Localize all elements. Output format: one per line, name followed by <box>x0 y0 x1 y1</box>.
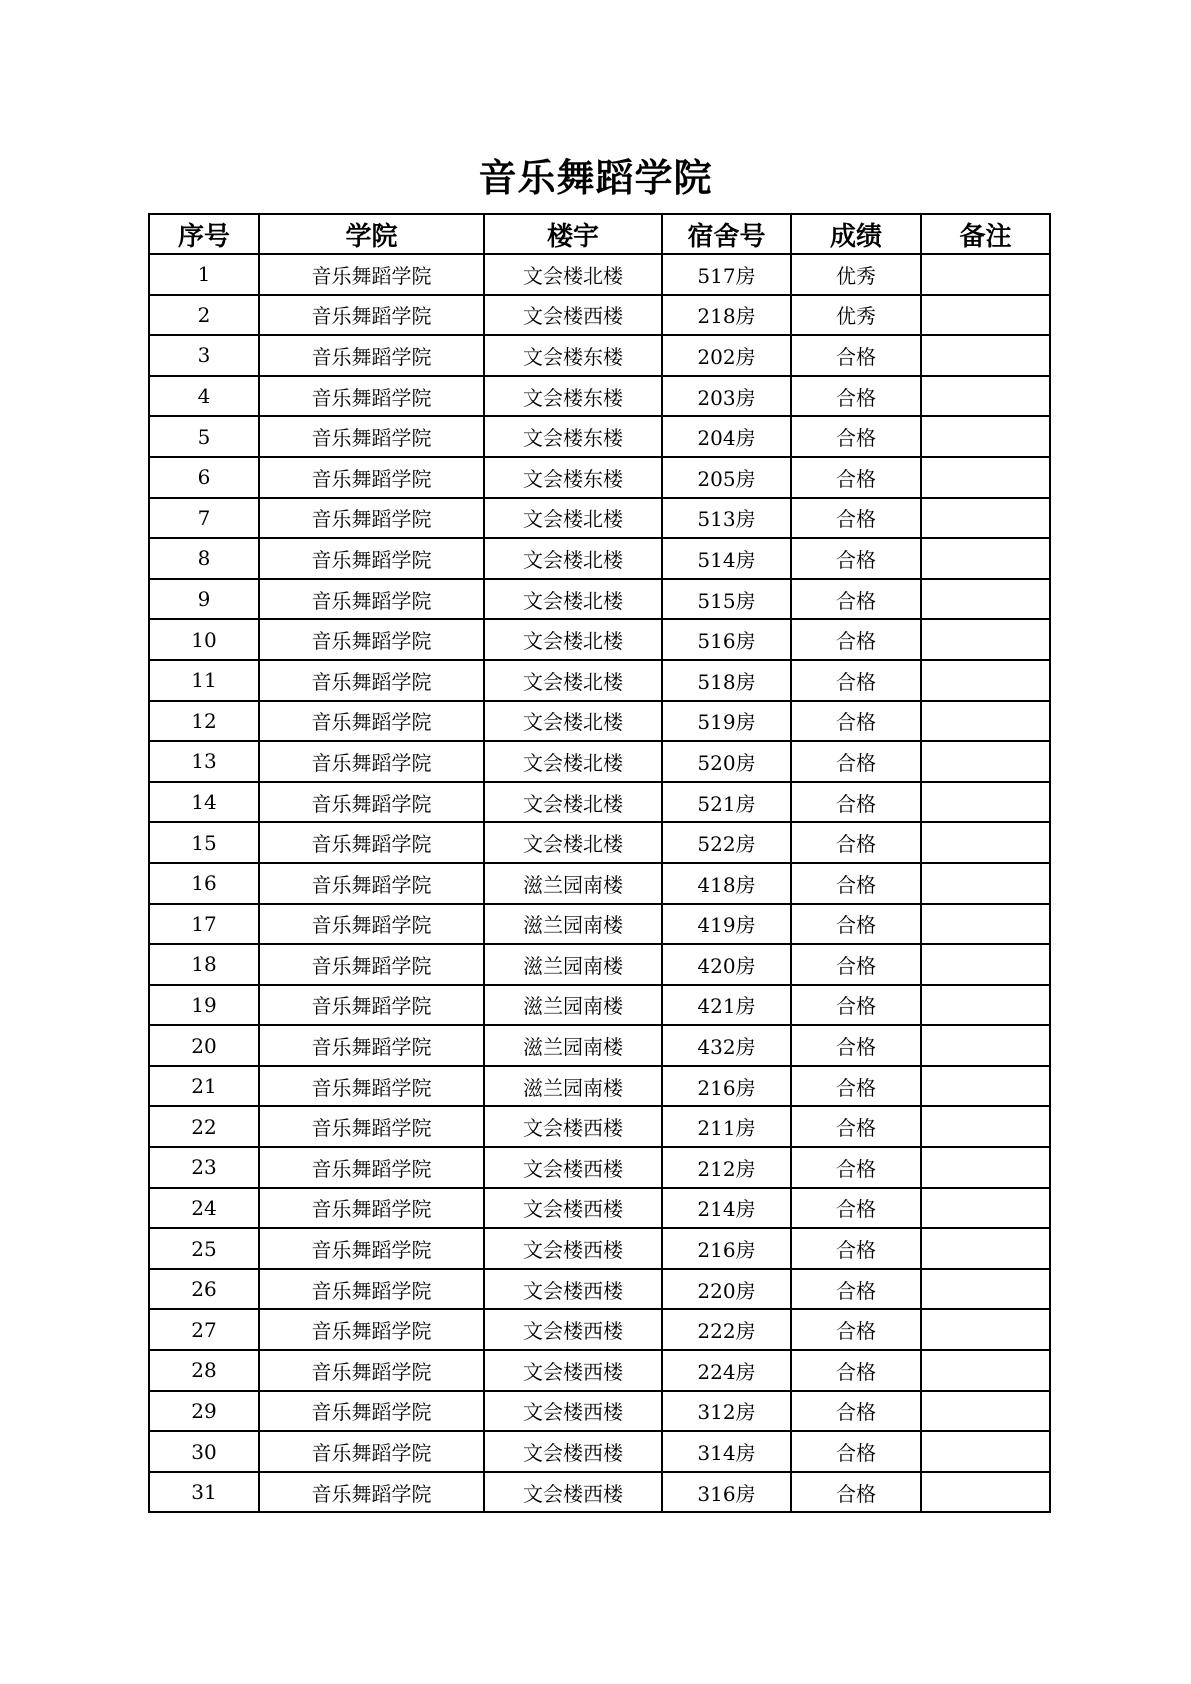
cell-seq: 26 <box>149 1269 259 1310</box>
cell-building: 文会楼东楼 <box>484 335 662 376</box>
cell-building: 文会楼东楼 <box>484 376 662 417</box>
cell-grade: 合格 <box>791 1025 921 1066</box>
cell-grade: 合格 <box>791 579 921 620</box>
column-header-college: 学院 <box>259 214 484 254</box>
cell-college: 音乐舞蹈学院 <box>259 1147 484 1188</box>
cell-remark <box>921 1228 1050 1269</box>
cell-room: 518房 <box>662 660 791 701</box>
header-row <box>149 214 1050 254</box>
cell-grade: 合格 <box>791 944 921 985</box>
cell-grade: 合格 <box>791 1066 921 1107</box>
cell-college: 音乐舞蹈学院 <box>259 498 484 539</box>
cell-building: 文会楼西楼 <box>484 1147 662 1188</box>
cell-college: 音乐舞蹈学院 <box>259 1188 484 1229</box>
cell-college: 音乐舞蹈学院 <box>259 782 484 823</box>
cell-building: 文会楼北楼 <box>484 254 662 295</box>
cell-building: 文会楼北楼 <box>484 498 662 539</box>
cell-remark <box>921 1269 1050 1310</box>
cell-grade: 合格 <box>791 1269 921 1310</box>
cell-college: 音乐舞蹈学院 <box>259 863 484 904</box>
cell-seq: 19 <box>149 985 259 1026</box>
cell-seq: 20 <box>149 1025 259 1066</box>
cell-building: 文会楼东楼 <box>484 457 662 498</box>
cell-building: 滋兰园南楼 <box>484 1066 662 1107</box>
cell-remark <box>921 1431 1050 1472</box>
cell-remark <box>921 335 1050 376</box>
cell-seq: 22 <box>149 1106 259 1147</box>
cell-college: 音乐舞蹈学院 <box>259 1106 484 1147</box>
table-row <box>149 254 1050 295</box>
cell-seq: 1 <box>149 254 259 295</box>
table-row <box>149 904 1050 945</box>
cell-remark <box>921 1472 1050 1513</box>
cell-grade: 合格 <box>791 822 921 863</box>
table-row <box>149 1391 1050 1432</box>
cell-college: 音乐舞蹈学院 <box>259 538 484 579</box>
cell-building: 文会楼西楼 <box>484 1472 662 1513</box>
cell-building: 文会楼北楼 <box>484 782 662 823</box>
cell-room: 421房 <box>662 985 791 1026</box>
cell-room: 214房 <box>662 1188 791 1229</box>
table-row <box>149 1066 1050 1107</box>
cell-room: 204房 <box>662 416 791 457</box>
cell-remark <box>921 1391 1050 1432</box>
cell-seq: 13 <box>149 741 259 782</box>
cell-college: 音乐舞蹈学院 <box>259 1025 484 1066</box>
cell-grade: 合格 <box>791 498 921 539</box>
cell-seq: 29 <box>149 1391 259 1432</box>
cell-grade: 合格 <box>791 1350 921 1391</box>
table-row <box>149 944 1050 985</box>
cell-seq: 31 <box>149 1472 259 1513</box>
cell-remark <box>921 579 1050 620</box>
cell-grade: 合格 <box>791 863 921 904</box>
cell-seq: 10 <box>149 619 259 660</box>
cell-grade: 合格 <box>791 741 921 782</box>
cell-remark <box>921 985 1050 1026</box>
table-row <box>149 1147 1050 1188</box>
table-row <box>149 1106 1050 1147</box>
cell-remark <box>921 660 1050 701</box>
cell-remark <box>921 822 1050 863</box>
cell-remark <box>921 619 1050 660</box>
cell-building: 文会楼西楼 <box>484 1188 662 1229</box>
cell-room: 211房 <box>662 1106 791 1147</box>
cell-remark <box>921 457 1050 498</box>
cell-seq: 28 <box>149 1350 259 1391</box>
cell-room: 212房 <box>662 1147 791 1188</box>
column-header-remark: 备注 <box>921 214 1050 254</box>
cell-remark <box>921 295 1050 336</box>
table-row <box>149 1188 1050 1229</box>
cell-building: 文会楼西楼 <box>484 1309 662 1350</box>
cell-remark <box>921 944 1050 985</box>
cell-room: 513房 <box>662 498 791 539</box>
cell-college: 音乐舞蹈学院 <box>259 295 484 336</box>
cell-grade: 合格 <box>791 416 921 457</box>
cell-college: 音乐舞蹈学院 <box>259 254 484 295</box>
cell-room: 519房 <box>662 701 791 742</box>
cell-building: 文会楼北楼 <box>484 660 662 701</box>
cell-college: 音乐舞蹈学院 <box>259 1472 484 1513</box>
cell-room: 419房 <box>662 904 791 945</box>
cell-building: 文会楼东楼 <box>484 416 662 457</box>
cell-remark <box>921 1188 1050 1229</box>
cell-room: 218房 <box>662 295 791 336</box>
cell-room: 314房 <box>662 1431 791 1472</box>
cell-seq: 16 <box>149 863 259 904</box>
cell-building: 文会楼北楼 <box>484 538 662 579</box>
cell-building: 文会楼北楼 <box>484 701 662 742</box>
cell-college: 音乐舞蹈学院 <box>259 741 484 782</box>
cell-college: 音乐舞蹈学院 <box>259 1228 484 1269</box>
cell-room: 312房 <box>662 1391 791 1432</box>
cell-seq: 4 <box>149 376 259 417</box>
cell-remark <box>921 741 1050 782</box>
cell-seq: 14 <box>149 782 259 823</box>
cell-grade: 合格 <box>791 1472 921 1513</box>
cell-college: 音乐舞蹈学院 <box>259 1309 484 1350</box>
table-row <box>149 701 1050 742</box>
table-row <box>149 619 1050 660</box>
cell-room: 517房 <box>662 254 791 295</box>
table-row <box>149 457 1050 498</box>
cell-room: 516房 <box>662 619 791 660</box>
cell-remark <box>921 1147 1050 1188</box>
cell-seq: 30 <box>149 1431 259 1472</box>
cell-college: 音乐舞蹈学院 <box>259 1391 484 1432</box>
cell-room: 220房 <box>662 1269 791 1310</box>
cell-seq: 25 <box>149 1228 259 1269</box>
cell-grade: 合格 <box>791 538 921 579</box>
cell-room: 432房 <box>662 1025 791 1066</box>
cell-building: 滋兰园南楼 <box>484 985 662 1026</box>
cell-college: 音乐舞蹈学院 <box>259 1066 484 1107</box>
cell-remark <box>921 416 1050 457</box>
cell-grade: 合格 <box>791 1147 921 1188</box>
cell-college: 音乐舞蹈学院 <box>259 619 484 660</box>
cell-room: 202房 <box>662 335 791 376</box>
column-header-seq: 序号 <box>149 214 259 254</box>
cell-building: 文会楼西楼 <box>484 1228 662 1269</box>
cell-room: 515房 <box>662 579 791 620</box>
cell-seq: 12 <box>149 701 259 742</box>
table-row <box>149 538 1050 579</box>
cell-room: 216房 <box>662 1228 791 1269</box>
table-row <box>149 376 1050 417</box>
cell-remark <box>921 701 1050 742</box>
table-row <box>149 985 1050 1026</box>
cell-building: 滋兰园南楼 <box>484 863 662 904</box>
table-row <box>149 498 1050 539</box>
cell-college: 音乐舞蹈学院 <box>259 1269 484 1310</box>
cell-building: 文会楼北楼 <box>484 619 662 660</box>
cell-college: 音乐舞蹈学院 <box>259 1350 484 1391</box>
table-row <box>149 1309 1050 1350</box>
cell-grade: 合格 <box>791 1309 921 1350</box>
cell-seq: 8 <box>149 538 259 579</box>
cell-remark <box>921 1350 1050 1391</box>
cell-remark <box>921 1025 1050 1066</box>
table-row <box>149 579 1050 620</box>
cell-remark <box>921 1309 1050 1350</box>
cell-college: 音乐舞蹈学院 <box>259 944 484 985</box>
column-header-building: 楼宇 <box>484 214 662 254</box>
cell-grade: 优秀 <box>791 254 921 295</box>
table-row <box>149 1269 1050 1310</box>
cell-building: 文会楼北楼 <box>484 822 662 863</box>
table-row <box>149 822 1050 863</box>
cell-seq: 5 <box>149 416 259 457</box>
cell-remark <box>921 376 1050 417</box>
table-row <box>149 1350 1050 1391</box>
cell-seq: 15 <box>149 822 259 863</box>
cell-building: 文会楼北楼 <box>484 741 662 782</box>
cell-remark <box>921 782 1050 823</box>
cell-room: 222房 <box>662 1309 791 1350</box>
cell-remark <box>921 254 1050 295</box>
cell-building: 文会楼西楼 <box>484 1431 662 1472</box>
cell-room: 203房 <box>662 376 791 417</box>
cell-seq: 17 <box>149 904 259 945</box>
cell-seq: 27 <box>149 1309 259 1350</box>
cell-grade: 合格 <box>791 1431 921 1472</box>
table-row <box>149 1228 1050 1269</box>
cell-building: 滋兰园南楼 <box>484 904 662 945</box>
cell-seq: 9 <box>149 579 259 620</box>
cell-college: 音乐舞蹈学院 <box>259 416 484 457</box>
cell-seq: 7 <box>149 498 259 539</box>
cell-room: 216房 <box>662 1066 791 1107</box>
cell-college: 音乐舞蹈学院 <box>259 457 484 498</box>
column-header-room: 宿舍号 <box>662 214 791 254</box>
cell-grade: 合格 <box>791 376 921 417</box>
cell-remark <box>921 1106 1050 1147</box>
cell-seq: 6 <box>149 457 259 498</box>
cell-grade: 合格 <box>791 335 921 376</box>
cell-seq: 24 <box>149 1188 259 1229</box>
cell-room: 514房 <box>662 538 791 579</box>
table-row <box>149 1431 1050 1472</box>
cell-seq: 23 <box>149 1147 259 1188</box>
table-row <box>149 1472 1050 1513</box>
cell-grade: 合格 <box>791 782 921 823</box>
cell-grade: 合格 <box>791 457 921 498</box>
cell-building: 滋兰园南楼 <box>484 944 662 985</box>
table-row <box>149 863 1050 904</box>
cell-college: 音乐舞蹈学院 <box>259 701 484 742</box>
cell-grade: 合格 <box>791 1106 921 1147</box>
table-row <box>149 335 1050 376</box>
cell-room: 418房 <box>662 863 791 904</box>
cell-grade: 合格 <box>791 1228 921 1269</box>
table-row <box>149 295 1050 336</box>
column-header-grade: 成绩 <box>791 214 921 254</box>
cell-building: 文会楼西楼 <box>484 1350 662 1391</box>
cell-seq: 18 <box>149 944 259 985</box>
cell-room: 316房 <box>662 1472 791 1513</box>
cell-room: 224房 <box>662 1350 791 1391</box>
page-title: 音乐舞蹈学院 <box>478 156 713 200</box>
cell-grade: 合格 <box>791 985 921 1026</box>
cell-remark <box>921 498 1050 539</box>
cell-seq: 2 <box>149 295 259 336</box>
cell-grade: 合格 <box>791 701 921 742</box>
cell-college: 音乐舞蹈学院 <box>259 904 484 945</box>
cell-seq: 21 <box>149 1066 259 1107</box>
cell-building: 滋兰园南楼 <box>484 1025 662 1066</box>
table-row <box>149 741 1050 782</box>
cell-room: 522房 <box>662 822 791 863</box>
table-row <box>149 782 1050 823</box>
cell-grade: 合格 <box>791 1391 921 1432</box>
cell-grade: 优秀 <box>791 295 921 336</box>
cell-building: 文会楼西楼 <box>484 1391 662 1432</box>
cell-remark <box>921 863 1050 904</box>
cell-remark <box>921 538 1050 579</box>
cell-grade: 合格 <box>791 619 921 660</box>
cell-seq: 11 <box>149 660 259 701</box>
cell-remark <box>921 904 1050 945</box>
cell-college: 音乐舞蹈学院 <box>259 822 484 863</box>
cell-building: 文会楼西楼 <box>484 295 662 336</box>
table-body <box>149 254 1050 1512</box>
cell-college: 音乐舞蹈学院 <box>259 660 484 701</box>
cell-room: 520房 <box>662 741 791 782</box>
cell-room: 521房 <box>662 782 791 823</box>
cell-room: 205房 <box>662 457 791 498</box>
cell-room: 420房 <box>662 944 791 985</box>
cell-college: 音乐舞蹈学院 <box>259 376 484 417</box>
table-row <box>149 1025 1050 1066</box>
cell-building: 文会楼西楼 <box>484 1269 662 1310</box>
cell-grade: 合格 <box>791 904 921 945</box>
cell-college: 音乐舞蹈学院 <box>259 985 484 1026</box>
cell-building: 文会楼西楼 <box>484 1106 662 1147</box>
cell-college: 音乐舞蹈学院 <box>259 579 484 620</box>
table-row <box>149 660 1050 701</box>
cell-remark <box>921 1066 1050 1107</box>
table-row <box>149 416 1050 457</box>
cell-grade: 合格 <box>791 660 921 701</box>
cell-grade: 合格 <box>791 1188 921 1229</box>
cell-college: 音乐舞蹈学院 <box>259 335 484 376</box>
dormitory-grade-table <box>148 213 1051 1513</box>
cell-seq: 3 <box>149 335 259 376</box>
cell-college: 音乐舞蹈学院 <box>259 1431 484 1472</box>
cell-building: 文会楼北楼 <box>484 579 662 620</box>
